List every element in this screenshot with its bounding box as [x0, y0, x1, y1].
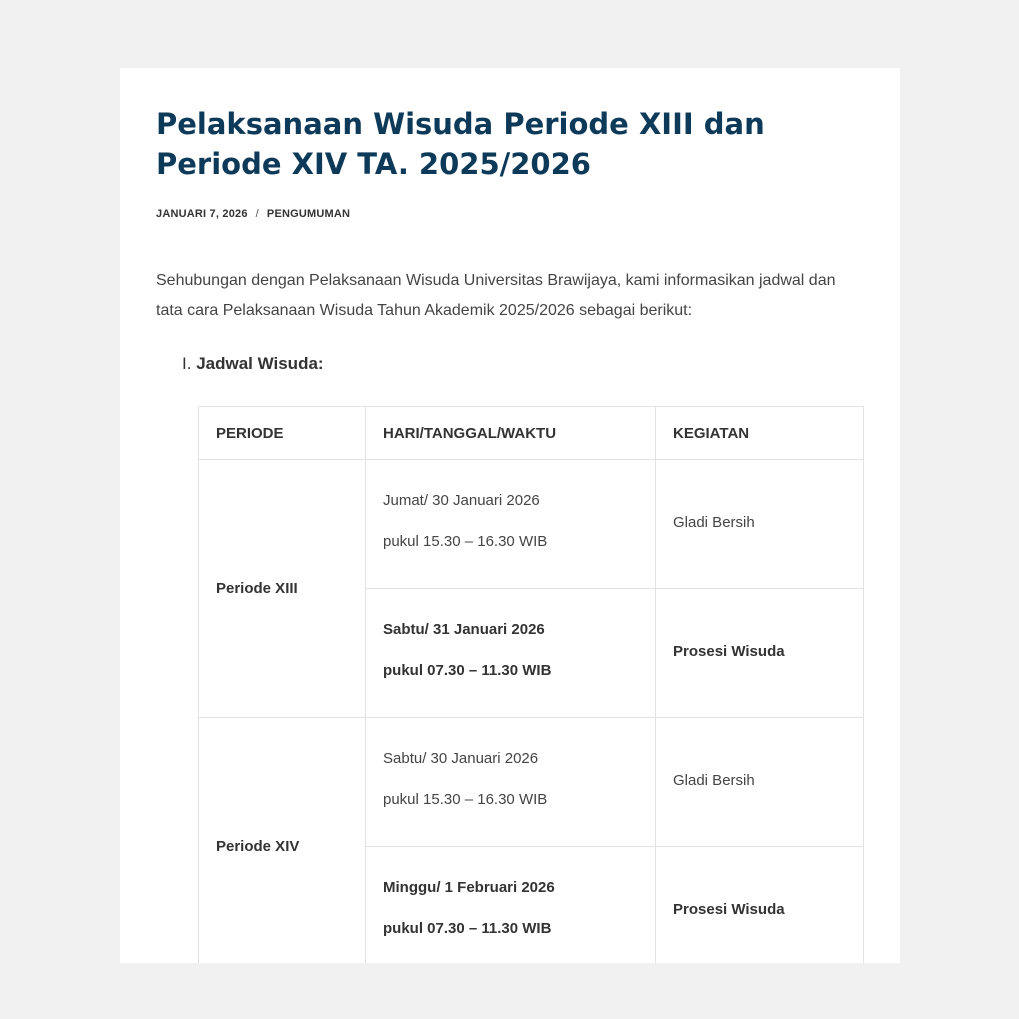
section-number: I.: [182, 354, 192, 373]
kegiatan-text: Gladi Bersih: [673, 771, 755, 789]
waktu-day: Jumat/ 30 Januari 2026: [383, 492, 540, 509]
periode-cell: Periode XIII: [199, 460, 366, 718]
kegiatan-cell: [656, 589, 864, 718]
waktu-day: Sabtu/ 30 Januari 2026: [383, 750, 539, 767]
waktu-day: Minggu/ 1 Februari 2026: [383, 879, 555, 896]
article-card: [120, 68, 900, 963]
waktu-cell: [366, 460, 656, 589]
table-header-row: [199, 407, 864, 460]
article-title: Pelaksanaan Wisuda Periode XIII dan Periode XIV TA. 2025/2026: [156, 107, 765, 181]
waktu-time: pukul 07.30 – 11.30 WIB: [383, 920, 552, 937]
table-row: [199, 718, 864, 847]
section-heading-text: Jadwal Wisuda:: [196, 354, 324, 373]
waktu-day: Sabtu/ 31 Januari 2026: [383, 621, 545, 638]
waktu-cell: [366, 718, 656, 847]
post-date[interactable]: JANUARI 7, 2026: [156, 208, 248, 220]
kegiatan-cell: [656, 460, 864, 589]
schedule-table: [198, 406, 864, 963]
periode-cell: Periode XIV: [199, 718, 366, 964]
waktu-time: pukul 15.30 – 16.30 WIB: [383, 533, 548, 550]
waktu-time: pukul 15.30 – 16.30 WIB: [383, 791, 548, 808]
waktu-cell: [366, 847, 656, 964]
section-heading: [182, 354, 324, 374]
kegiatan-text: Prosesi Wisuda: [673, 900, 785, 918]
article-meta: [156, 208, 350, 220]
kegiatan-text: Prosesi Wisuda: [673, 642, 785, 660]
header-waktu: HARI/TANGGAL/WAKTU: [366, 407, 656, 460]
header-kegiatan: KEGIATAN: [656, 407, 864, 460]
kegiatan-cell: [656, 718, 864, 847]
meta-separator: /: [255, 208, 259, 220]
header-periode: PERIODE: [199, 407, 366, 460]
kegiatan-cell: [656, 847, 864, 964]
intro-paragraph: Sehubungan dengan Pelaksanaan Wisuda Universitas Brawijaya, kami informasikan jadwal dan tata cara Pelaksanaan Wisuda Tahun Akademik 2025/2026 sebagai berikut:: [156, 272, 836, 319]
post-category[interactable]: PENGUMUMAN: [266, 208, 351, 220]
waktu-cell: [366, 589, 656, 718]
kegiatan-text: Gladi Bersih: [673, 513, 755, 531]
waktu-time: pukul 07.30 – 11.30 WIB: [383, 662, 552, 679]
table-row: [199, 460, 864, 589]
